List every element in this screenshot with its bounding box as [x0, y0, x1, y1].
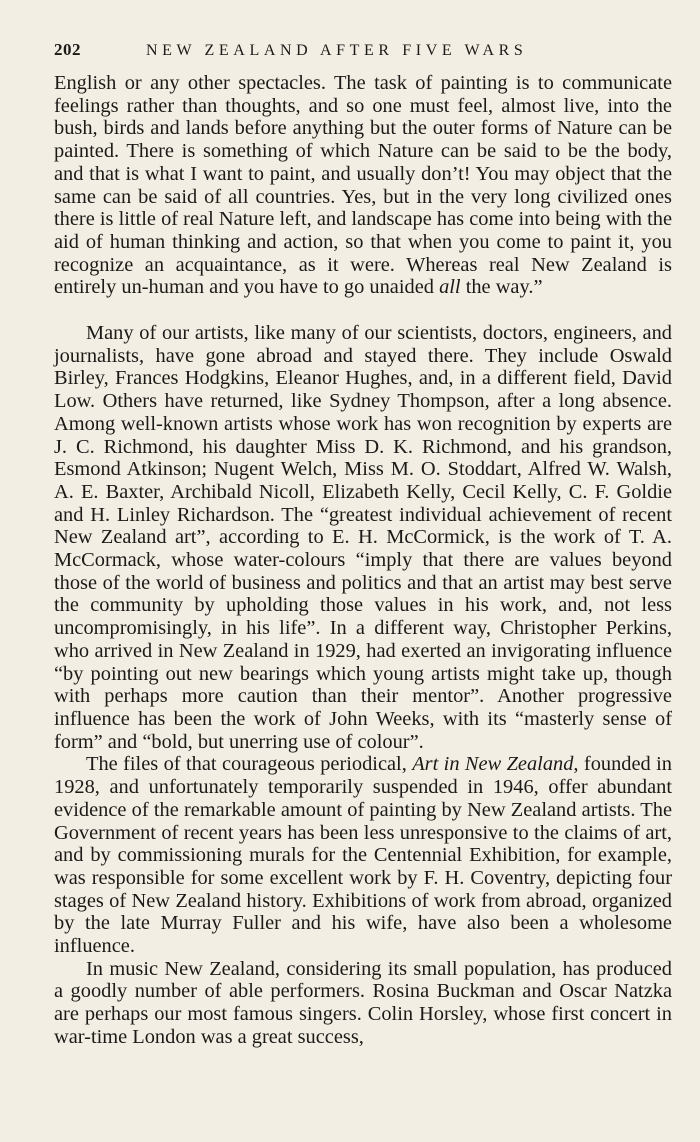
paragraph-artists-abroad — [54, 322, 672, 753]
text-segment-italic: Art in New Zealand — [412, 753, 574, 776]
running-head — [54, 40, 672, 64]
text-segment: Many of our artists, like many of our scientists, doctors, engineers, and journalists, have gone abroad and stayed there. They include Oswald Birley, Frances Hodgkins, Eleanor Hughes, and, in a different field, David Low. Others have returned, like Sydney Thompson, after a long absence. Among well-known artists whose work has won recognition by experts are J. C. Richmond, his daughter Miss D. K. Richmond, and his grandson, Esmond Atkinson; Nugent Welch, Miss M. O. Stoddart, Alfred W. Walsh, A. E. Baxter, Archibald Nicoll, Elizabeth Kelly, Cecil Kelly, C. F. Goldie and H. Linley Richardson. The “greatest individual achievement of recent New Zealand art”, according to E. H. McCormick, is the work of T. A. McCormack, whose water-colours “imply that there are values beyond those of the world of business and politics and that an artist may best serve the community by upholding those values in his work, and, not less uncompromisingly, in his life”. In a different way, Christopher Perkins, who arrived in New Zealand in 1929, had exerted an invigorating influence “by pointing out new bearings which young artists might take up, though with perhaps more caution than their mentor”. Another progressive influence has been the work of John Weeks, with its “masterly sense of form” and “bold, but unerring use of colour”. — [54, 322, 672, 753]
running-title: NEW ZEALAND AFTER FIVE WARS — [146, 42, 528, 59]
paragraph-art-periodical — [54, 753, 672, 957]
text-segment: The files of that courageous periodical, — [86, 753, 413, 776]
body-text — [54, 72, 672, 1049]
page-number: 202 — [54, 40, 81, 59]
text-segment: , founded in 1928, and unfortunately temporarily suspended in 1946, offer abundant evidence of the remarkable amount of painting by New Zealand artists. The Government of recent years has been less unresponsive to the claims of art, and by commissioning murals for the Centennial Exhibition, for example, was responsible for some excellent work by F. H. Coventry, depicting four stages of New Zealand history. Exhibitions of work from abroad, organized by the late Murray Fuller and his wife, have also been a wholesome influence. — [54, 753, 672, 958]
text-segment: In music New Zealand, considering its small population, has produced a goodly number of able performers. Rosina Buckman and Oscar Natzka are perhaps our most famous singers. Colin Horsley, whose first concert in war-time London was a great success, — [54, 957, 672, 1048]
text-segment: English or any other spectacles. The task of painting is to communicate feelings rather than thoughts, and so one must feel, almost live, into the bush, birds and lands before anything but the outer forms of Nature can be painted. There is something of which Nature can be said to be the body, and that is what I want to paint, and usually don’t! You may object that the same can be said of all countries. Yes, but in the very long civilized ones there is little of real Nature left, and landscape has come into being with the aid of human thinking and action, so that when you come to paint it, you recognize an acquaintance, as it were. Whereas real New Zealand is entirely un-human and you have to go unaided — [54, 72, 672, 299]
text-segment-italic: all — [439, 276, 461, 299]
text-segment: the way.” — [460, 276, 543, 299]
paragraph-continued-quote — [54, 72, 672, 299]
paragraph-music — [54, 958, 672, 1049]
